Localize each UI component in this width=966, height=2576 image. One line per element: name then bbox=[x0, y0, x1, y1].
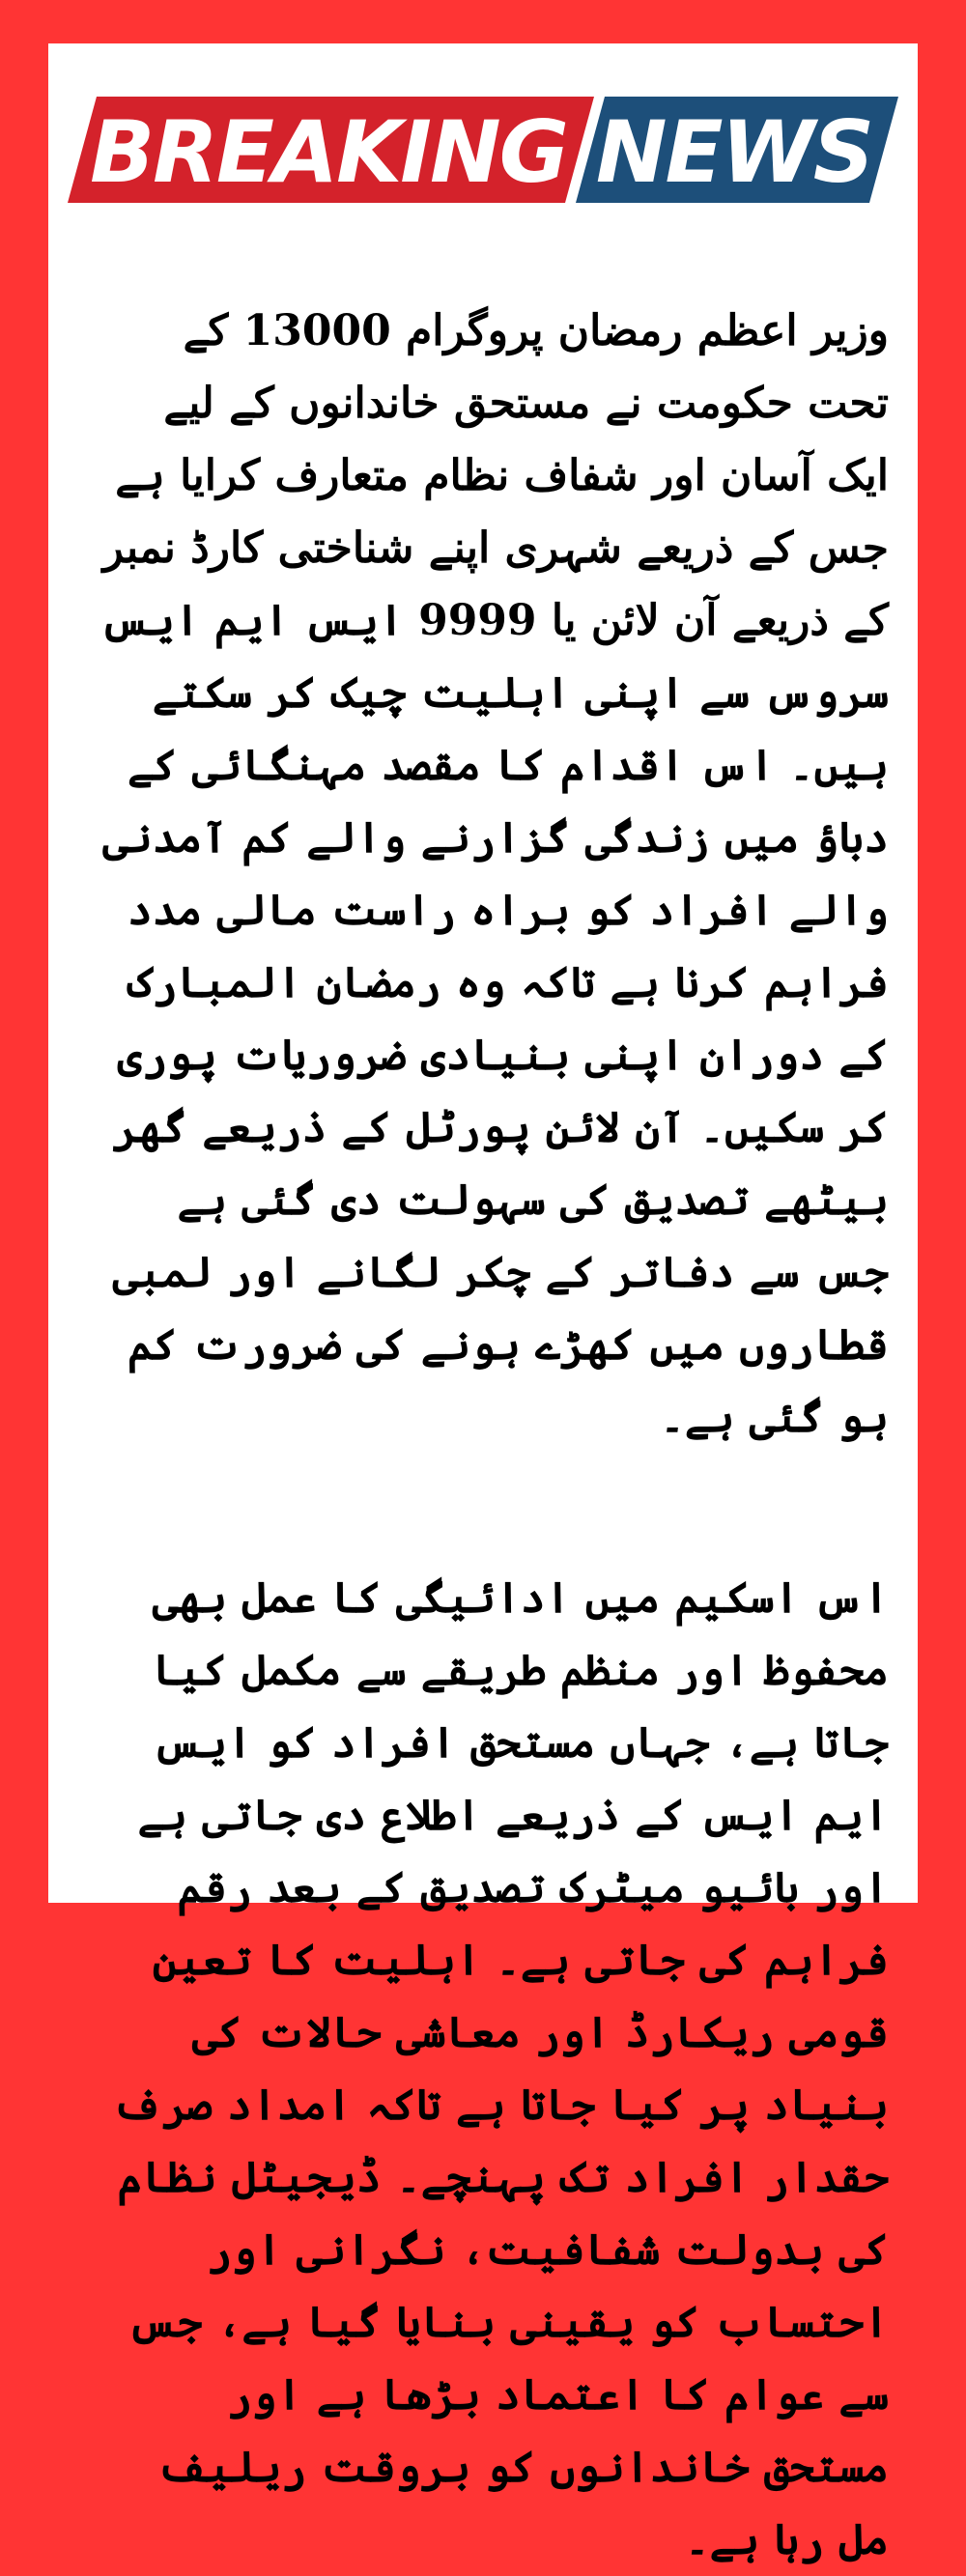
article-card bbox=[48, 43, 918, 2564]
article-paragraph-2: اس اسکیم میں ادائیگی کا عمل بھی محفوظ اور منظم طریقے سے مکمل کیا جاتا ہے، جہاں مستحق افراد کو ایس ایم ایس کے ذریعے اطلاع دی جاتی ہے اور بائیو میٹرک تصدیق کے بعد رقم فراہم کی جاتی ہے۔ اہلیت کا تعین قومی ریکارڈ اور معاشی حالات کی بنیاد پر کیا جاتا ہے تاکہ امداد صرف حقدار افراد تک پہنچے۔ ڈیجیٹل نظام کی بدولت شفافیت، نگرانی اور احتساب کو یقینی بنایا گیا ہے، جس سے عوام کا اعتماد بڑھا ہے اور مستحق خاندانوں کو بروقت ریلیف مل رہا ہے۔ bbox=[112, 1573, 889, 2564]
article-paragraph-1: وزیر اعظم رمضان پروگرام 13000 کے تحت حکومت نے مستحق خاندانوں کے لیے ایک آسان اور شفاف نظام متعارف کرایا ہے جس کے ذریعے شہری اپنے شناختی کارڈ نمبر کے ذریعے آن لائن یا 9999 ایس ایم ایس سروس سے اپنی اہلیت چیک کر سکتے ہیں۔ اس اقدام کا مقصد مہنگائی کے دباؤ میں زندگی گزارنے والے کم آمدنی والے افراد کو براہ راست مالی مدد فراہم کرنا ہے تاکہ وہ رمضان المبارک کے دوران اپنی بنیادی ضروریات پوری کر سکیں۔ آن لائن پورٹل کے ذریعے گھر بیٹھے تصدیق کی سہولت دی گئی ہے جس سے دفاتر کے چکر لگانے اور لمبی قطاروں میں کھڑے ہونے کی ضرورت کم ہو گئی ہے۔ bbox=[99, 306, 889, 1442]
banner-word-news: NEWS bbox=[595, 102, 873, 202]
breaking-news-graphic bbox=[68, 97, 898, 203]
breaking-news-banner bbox=[68, 97, 898, 203]
article-body bbox=[97, 295, 889, 2576]
banner-word-breaking: BREAKING bbox=[90, 102, 567, 202]
